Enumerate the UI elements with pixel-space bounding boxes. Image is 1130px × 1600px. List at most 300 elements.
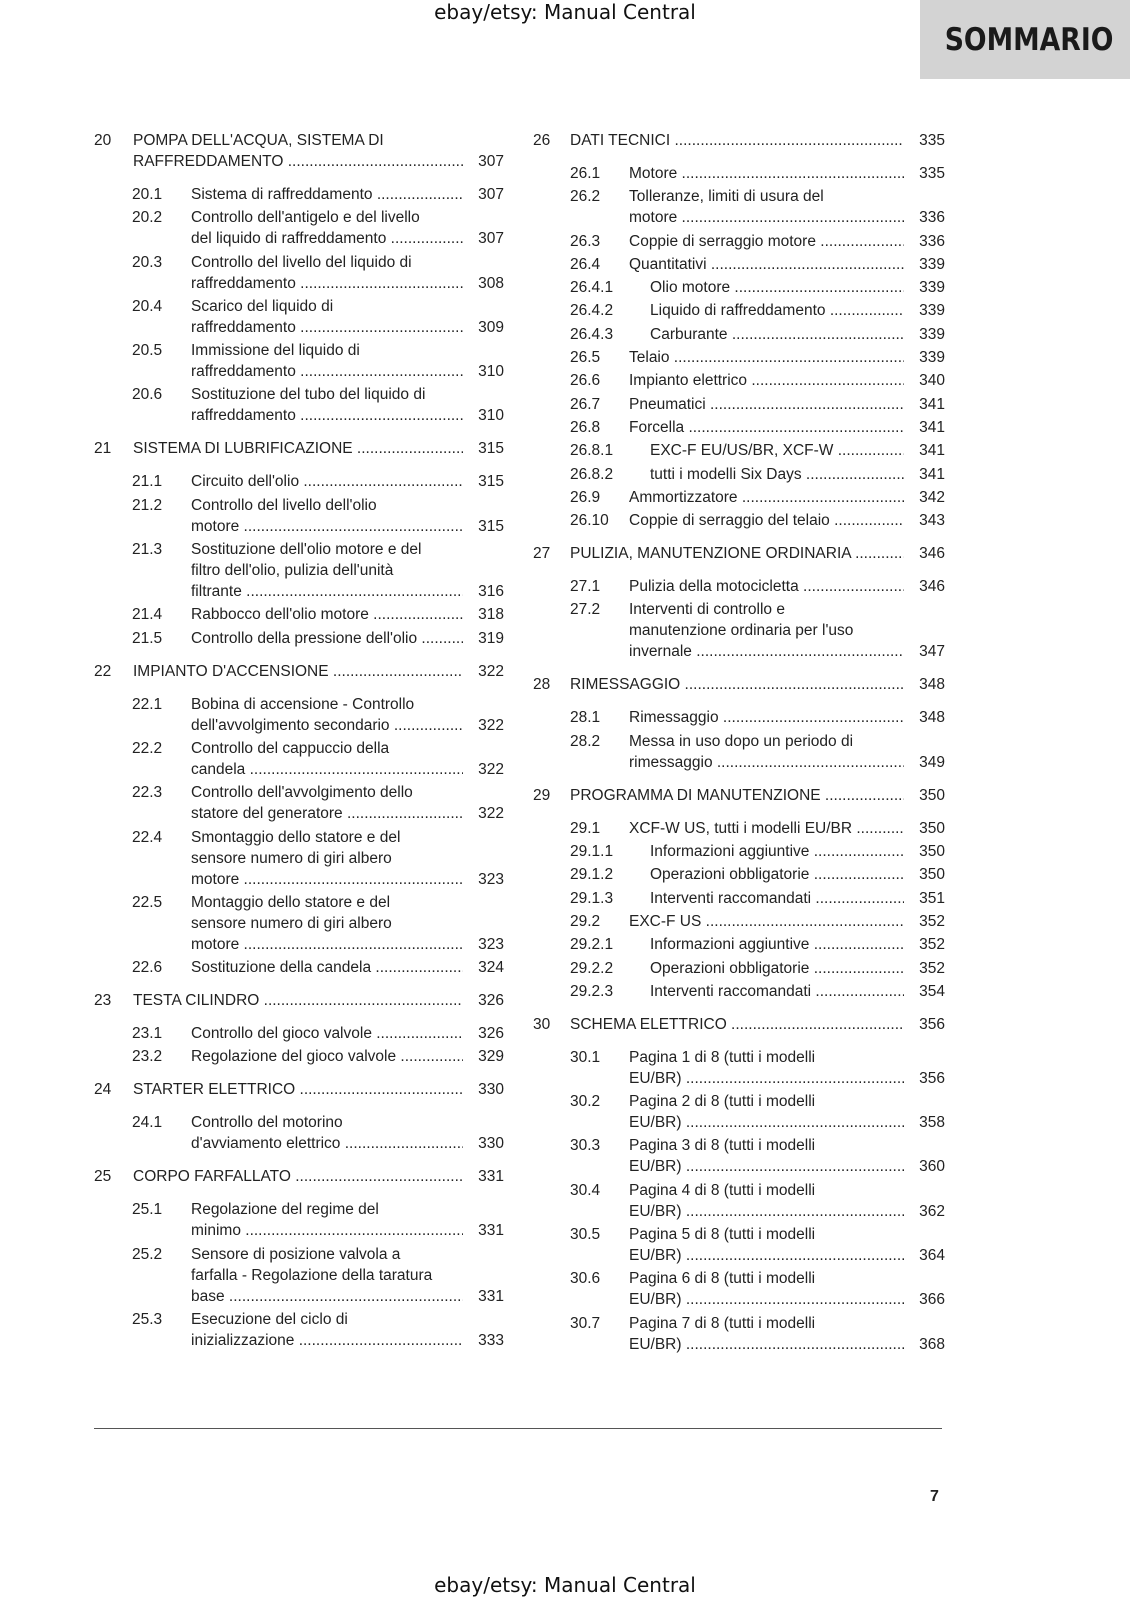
toc-entry-body: [191, 957, 504, 978]
toc-entry-line: Controllo dell'antigelo e del livello: [191, 209, 420, 227]
toc-entry-title[interactable]: motore .....: [191, 869, 463, 890]
toc-entry-title[interactable]: PROGRAMMA DI MANUTENZIONE .....: [570, 785, 904, 806]
toc-entry-page: 348: [919, 709, 945, 727]
toc-entry-body: [629, 707, 945, 728]
toc-entry-leader-line: [629, 934, 945, 955]
toc-entry-title[interactable]: Regolazione del gioco valvole .....: [191, 1046, 463, 1067]
toc-subsection-entry[interactable]: [533, 440, 945, 461]
toc-entry-body: [570, 785, 945, 806]
toc-entry-line: Pagina 3 di 8 (tutti i modelli: [629, 1137, 816, 1155]
toc-entry-number: 20.2: [132, 209, 163, 227]
toc-entry-number: 20.6: [132, 386, 163, 404]
toc-entry-title[interactable]: invernale .....: [629, 641, 904, 662]
toc-entry-leader-line: [629, 464, 945, 485]
toc-entry-title[interactable]: EU/BR) .....: [629, 1112, 904, 1133]
toc-entry-title[interactable]: EU/BR) .....: [629, 1245, 904, 1266]
toc-entry-title[interactable]: dell'avvolgimento secondario .....: [191, 715, 463, 736]
toc-subsection-entry[interactable]: [94, 738, 504, 780]
toc-subsection-entry[interactable]: [94, 1023, 504, 1044]
toc-entry-leader-line: [191, 957, 504, 978]
toc-entry-number: 26.7: [570, 395, 601, 413]
toc-subsection-entry[interactable]: [533, 254, 945, 275]
toc-entry-leader-line: [629, 864, 945, 885]
toc-entry-number: 29.2.2: [570, 959, 614, 977]
toc-entry-page: 347: [919, 643, 945, 661]
toc-section-entry[interactable]: [533, 785, 945, 806]
toc-entry-line: Pagina 1 di 8 (tutti i modelli: [629, 1048, 816, 1066]
toc-subsection-entry[interactable]: [533, 464, 945, 485]
toc-entry-title[interactable]: EU/BR) .....: [629, 1156, 904, 1177]
toc-subsection-entry[interactable]: [533, 1180, 945, 1222]
toc-entry-page: 322: [478, 662, 504, 680]
toc-entry-title[interactable]: Coppie di serraggio motore .....: [629, 231, 904, 252]
toc-entry-title[interactable]: Interventi raccomandati .....: [629, 888, 904, 909]
toc-entry-title[interactable]: Controllo della pressione dell'olio .....: [191, 628, 463, 649]
toc-entry-number: 21: [94, 440, 112, 458]
toc-entry-leader-line: [629, 1334, 945, 1355]
toc-subsection-entry[interactable]: [94, 184, 504, 205]
toc-entry-body: [191, 827, 504, 890]
toc-entry-title[interactable]: Forcella .....: [629, 417, 904, 438]
toc-entry-leader-line: [629, 1245, 945, 1266]
toc-subsection-entry[interactable]: [94, 471, 504, 492]
toc-entry-title[interactable]: Ammortizzatore .....: [629, 487, 904, 508]
toc-entry-leader-line: [191, 869, 504, 890]
toc-subsection-entry[interactable]: [94, 694, 504, 736]
toc-entry-body: [191, 296, 504, 338]
toc-entry-leader-line: [133, 990, 504, 1011]
toc-subsection-entry[interactable]: [94, 782, 504, 824]
toc-entry-number: 30.6: [570, 1270, 601, 1288]
toc-subsection-entry[interactable]: [94, 827, 504, 890]
toc-entry-title[interactable]: Sostituzione della candela .....: [191, 957, 463, 978]
toc-entry-body: [191, 892, 504, 955]
toc-entry-number: 22.6: [132, 959, 163, 977]
toc-entry-leader-line: [191, 1133, 504, 1154]
toc-entry-title[interactable]: Motore .....: [629, 163, 904, 184]
toc-entry-leader-line: [629, 1112, 945, 1133]
toc-entry-title[interactable]: RIMESSAGGIO .....: [570, 674, 904, 695]
toc-entry-line: POMPA DELL'ACQUA, SISTEMA DI: [133, 132, 384, 149]
toc-entry-number: 22.4: [132, 828, 163, 846]
toc-subsection-entry[interactable]: [533, 370, 945, 391]
toc-entry-number: 22: [94, 662, 112, 680]
toc-entry-title[interactable]: XCF-W US, tutti i modelli EU/BR .....: [629, 818, 904, 839]
toc-entry-number: 25.2: [132, 1245, 163, 1263]
toc-entry-title[interactable]: raffreddamento .....: [191, 317, 463, 338]
toc-section: [94, 1079, 504, 1154]
toc-entry-line: Controllo del livello del liquido di: [191, 253, 412, 271]
toc-entry-title[interactable]: Rimessaggio .....: [629, 707, 904, 728]
toc-entry-title[interactable]: Interventi raccomandati .....: [629, 981, 904, 1002]
toc-entry-page: 346: [919, 545, 945, 563]
toc-entry-leader-line: [191, 1330, 504, 1351]
toc-entry-leader-line: [191, 317, 504, 338]
toc-entry-page: 341: [919, 465, 945, 483]
toc-subsection-entry[interactable]: [533, 1313, 945, 1355]
toc-subsection-entry[interactable]: [94, 892, 504, 955]
toc-entry-title[interactable]: Pulizia della motocicletta .....: [629, 576, 904, 597]
toc-entry-number: 27.2: [570, 601, 601, 619]
toc-entry-number: 29: [533, 786, 551, 804]
toc-entry-title[interactable]: motore .....: [191, 516, 463, 537]
toc-entry-title[interactable]: Rabbocco dell'olio motore .....: [191, 604, 463, 625]
toc-entry-title[interactable]: EXC-F US .....: [629, 911, 904, 932]
toc-entry-leader-line: [629, 1156, 945, 1177]
toc-entry-line: Scarico del liquido di: [191, 297, 334, 315]
toc-entry-body: [629, 576, 945, 597]
toc-subsection-entry[interactable]: [533, 818, 945, 839]
toc-entry-number: 20.5: [132, 342, 163, 360]
toc-entry-title[interactable]: RAFFREDDAMENTO .....: [133, 151, 463, 172]
toc-entry-leader-line: [629, 841, 945, 862]
toc-entry-leader-line: [570, 674, 945, 695]
toc-entry-leader-line: [133, 151, 504, 172]
toc-entry-leader-line: [629, 207, 945, 228]
toc-entry-title[interactable]: Pneumatici .....: [629, 394, 904, 415]
toc-subsection-entry[interactable]: [533, 731, 945, 773]
toc-entry-title[interactable]: d'avviamento elettrico .....: [191, 1133, 463, 1154]
toc-subsection-entry[interactable]: [533, 1268, 945, 1310]
page-number: 7: [930, 1488, 939, 1505]
toc-entry-body: [629, 981, 945, 1002]
toc-entry-page: 340: [919, 372, 945, 390]
toc-subsection-entry[interactable]: [533, 324, 945, 345]
toc-entry-leader-line: [191, 471, 504, 492]
toc-entry-body: [629, 324, 945, 345]
toc-entry-title[interactable]: rimessaggio .....: [629, 752, 904, 773]
toc-entry-body: [191, 252, 504, 294]
toc-entry-title[interactable]: IMPIANTO D'ACCENSIONE .....: [133, 661, 463, 682]
toc-subsection-entry[interactable]: [94, 1112, 504, 1154]
toc-entry-body: [629, 464, 945, 485]
toc-subsection-entry[interactable]: [533, 487, 945, 508]
toc-entry-body: [629, 1313, 945, 1355]
toc-entry-title[interactable]: SISTEMA DI LUBRIFICAZIONE .....: [133, 438, 463, 459]
toc-entry-title[interactable]: CORPO FARFALLATO .....: [133, 1166, 463, 1187]
toc-entry-page: 336: [919, 232, 945, 250]
toc-entry-title[interactable]: SCHEMA ELETTRICO .....: [570, 1014, 904, 1035]
toc-entry-body: [191, 1244, 504, 1307]
toc-subsection-entry[interactable]: [533, 277, 945, 298]
toc-entry-number: 23.2: [132, 1048, 163, 1066]
toc-entry-body: [191, 340, 504, 382]
toc-entry-line: Pagina 5 di 8 (tutti i modelli: [629, 1226, 816, 1244]
toc-entry-body: [629, 417, 945, 438]
toc-subsection-entry[interactable]: [94, 539, 504, 602]
toc-subsection-entry[interactable]: [94, 1309, 504, 1351]
toc-entry-leader-line: [133, 438, 504, 459]
toc-entry-leader-line: [629, 958, 945, 979]
toc-subsection-entry[interactable]: [94, 604, 504, 625]
toc-subsection-entry[interactable]: [533, 347, 945, 368]
toc-entry-leader-line: [629, 487, 945, 508]
toc-entry-title[interactable]: EU/BR) .....: [629, 1334, 904, 1355]
toc-entry-body: [629, 911, 945, 932]
toc-entry-body: [570, 674, 945, 695]
toc-entry-title[interactable]: Impianto elettrico .....: [629, 370, 904, 391]
toc-entry-leader-line: [629, 707, 945, 728]
toc-entry-body: [191, 604, 504, 625]
toc-section: [94, 438, 504, 648]
toc-subsection-entry[interactable]: [94, 340, 504, 382]
toc-subsection-entry[interactable]: [94, 495, 504, 537]
toc-entry-number: 23.1: [132, 1025, 163, 1043]
toc-entry-page: 310: [478, 363, 504, 381]
toc-entry-page: 333: [478, 1332, 504, 1350]
toc-entry-title[interactable]: del liquido di raffreddamento .....: [191, 228, 463, 249]
toc-subsection-entry[interactable]: [533, 707, 945, 728]
footer-divider: [94, 1428, 942, 1429]
toc-entry-line: Messa in uso dopo un periodo di: [629, 732, 854, 750]
toc-entry-title[interactable]: tutti i modelli Six Days .....: [629, 464, 904, 485]
toc-section-entry[interactable]: [94, 1166, 504, 1187]
toc-entry-line: manutenzione ordinaria per l'uso: [629, 622, 854, 640]
toc-entry-leader-line: [629, 510, 945, 531]
toc-subsection-entry[interactable]: [533, 394, 945, 415]
toc-entry-title[interactable]: Circuito dell'olio .....: [191, 471, 463, 492]
toc-entry-body: [191, 1309, 504, 1351]
toc-subsection-entry[interactable]: [533, 186, 945, 228]
toc-subsection-entry[interactable]: [533, 1135, 945, 1177]
toc-entry-leader-line: [191, 759, 504, 780]
toc-entry-number: 29.2.3: [570, 982, 614, 1000]
toc-entry-body: [133, 990, 504, 1011]
toc-entry-page: 331: [478, 1287, 504, 1305]
toc-entry-leader-line: [629, 1068, 945, 1089]
toc-subsection-entry[interactable]: [533, 911, 945, 932]
toc-entry-line: sensore numero di giri albero: [191, 914, 392, 932]
toc-subsection-entry[interactable]: [533, 1091, 945, 1133]
toc-subsection-entry[interactable]: [533, 1224, 945, 1266]
toc-subsection-entry[interactable]: [533, 599, 945, 662]
toc-entry-line: Pagina 6 di 8 (tutti i modelli: [629, 1270, 816, 1288]
toc-entry-title[interactable]: minimo .....: [191, 1220, 463, 1241]
toc-entry-title[interactable]: Quantitativi .....: [629, 254, 904, 275]
toc-entry-body: [629, 300, 945, 321]
toc-entry-number: 28: [533, 676, 551, 694]
toc-subsection-entry[interactable]: [94, 384, 504, 426]
toc-section-entry[interactable]: [533, 1014, 945, 1035]
toc-subsection-entry[interactable]: [533, 888, 945, 909]
toc-subsection-entry[interactable]: [94, 1244, 504, 1307]
toc-entry-page: 323: [478, 935, 504, 953]
toc-entry-title[interactable]: Informazioni aggiuntive .....: [629, 841, 904, 862]
toc-entry-body: [629, 394, 945, 415]
toc-entry-title[interactable]: Operazioni obbligatorie .....: [629, 864, 904, 885]
toc-entry-leader-line: [191, 803, 504, 824]
toc-entry-number: 30.2: [570, 1093, 601, 1111]
toc-subsection-entry[interactable]: [94, 207, 504, 249]
toc-subsection-entry[interactable]: [533, 576, 945, 597]
toc-entry-title[interactable]: Carburante .....: [629, 324, 904, 345]
toc-entry-leader-line: [191, 934, 504, 955]
toc-entry-title[interactable]: STARTER ELETTRICO .....: [133, 1079, 463, 1100]
toc-entry-leader-line: [191, 228, 504, 249]
toc-entry-number: 30.5: [570, 1226, 601, 1244]
toc-entry-page: 307: [478, 153, 504, 170]
toc-entry-page: 341: [919, 418, 945, 436]
toc-entry-number: 24: [94, 1081, 112, 1099]
toc-section: [94, 990, 504, 1067]
toc-entry-title[interactable]: motore .....: [629, 207, 904, 228]
toc-subsection-entry[interactable]: [94, 296, 504, 338]
toc-entry-body: [191, 207, 504, 249]
toc-entry-title[interactable]: motore .....: [191, 934, 463, 955]
toc-entry-line: Pagina 7 di 8 (tutti i modelli: [629, 1314, 816, 1332]
toc-section-entry[interactable]: [94, 661, 504, 682]
toc-section-entry[interactable]: [533, 674, 945, 695]
toc-entry-page: 341: [919, 442, 945, 460]
toc-entry-page: 356: [919, 1015, 945, 1033]
toc-subsection-entry[interactable]: [533, 981, 945, 1002]
toc-entry-number: 28.2: [570, 732, 601, 750]
toc-entry-leader-line: [570, 130, 945, 151]
watermark-top: ebay/etsy: Manual Central: [434, 0, 696, 24]
toc-entry-page: 315: [478, 517, 504, 535]
toc-entry-title[interactable]: raffreddamento .....: [191, 361, 463, 382]
toc-entry-title[interactable]: inizializzazione .....: [191, 1330, 463, 1351]
toc-entry-leader-line: [570, 785, 945, 806]
toc-entry-body: [570, 1014, 945, 1035]
toc-entry-page: 319: [478, 629, 504, 647]
toc-entry-number: 20: [94, 132, 112, 149]
toc-entry-page: 331: [478, 1168, 504, 1186]
toc-subsection-entry[interactable]: [533, 864, 945, 885]
toc-entry-leader-line: [629, 417, 945, 438]
toc-entry-number: 25.3: [132, 1311, 163, 1329]
toc-section: [94, 130, 504, 426]
toc-entry-body: [629, 1180, 945, 1222]
toc-entry-body: [191, 539, 504, 602]
toc-subsection-entry[interactable]: [94, 252, 504, 294]
toc-subsection-entry[interactable]: [94, 628, 504, 649]
toc-entry-line: Pagina 4 di 8 (tutti i modelli: [629, 1181, 816, 1199]
toc-subsection-entry[interactable]: [533, 300, 945, 321]
toc-section-entry[interactable]: [533, 543, 945, 564]
toc-entry-number: 29.2.1: [570, 936, 614, 954]
watermark-bottom: ebay/etsy: Manual Central: [434, 1573, 696, 1597]
toc-entry-number: 30.4: [570, 1181, 601, 1199]
toc-entry-title[interactable]: EU/BR) .....: [629, 1289, 904, 1310]
toc-entry-title[interactable]: Informazioni aggiuntive .....: [629, 934, 904, 955]
toc-entry-line: Esecuzione del ciclo di: [191, 1311, 348, 1329]
toc-entry-page: 322: [478, 716, 504, 734]
toc-entry-page: 346: [919, 578, 945, 596]
toc-entry-line: Montaggio dello statore e del: [191, 893, 391, 911]
toc-entry-title[interactable]: Coppie di serraggio del telaio .....: [629, 510, 904, 531]
toc-subsection-entry[interactable]: [533, 958, 945, 979]
toc-entry-body: [629, 958, 945, 979]
toc-entry-title[interactable]: base .....: [191, 1286, 463, 1307]
toc-entry-number: 22.3: [132, 784, 163, 802]
toc-entry-page: 351: [919, 889, 945, 907]
toc-subsection-entry[interactable]: [533, 934, 945, 955]
toc-entry-leader-line: [629, 911, 945, 932]
toc-subsection-entry[interactable]: [94, 957, 504, 978]
section-title: SOMMARIO: [944, 21, 1114, 58]
toc-entry-title[interactable]: PULIZIA, MANUTENZIONE ORDINARIA .....: [570, 543, 904, 564]
toc-entry-body: [629, 1135, 945, 1177]
toc-entry-title[interactable]: Operazioni obbligatorie .....: [629, 958, 904, 979]
toc-column-right: [533, 130, 945, 1367]
toc-entry-leader-line: [629, 231, 945, 252]
toc-entry-title[interactable]: TESTA CILINDRO .....: [133, 990, 463, 1011]
toc-entry-page: 339: [919, 302, 945, 320]
toc-entry-title[interactable]: EU/BR) .....: [629, 1201, 904, 1222]
toc-entry-line: sensore numero di giri albero: [191, 849, 392, 867]
toc-subsection-entry[interactable]: [94, 1199, 504, 1241]
toc-entry-leader-line: [629, 277, 945, 298]
toc-entry-leader-line: [570, 543, 945, 564]
toc-entry-leader-line: [629, 1201, 945, 1222]
toc-entry-body: [629, 731, 945, 773]
toc-entry-title[interactable]: Liquido di raffreddamento .....: [629, 300, 904, 321]
toc-entry-page: 343: [919, 512, 945, 530]
toc-entry-title[interactable]: candela .....: [191, 759, 463, 780]
toc-entry-leader-line: [191, 361, 504, 382]
toc-entry-title[interactable]: EXC-F EU/US/BR, XCF-W .....: [629, 440, 904, 461]
toc-section: [533, 543, 945, 662]
toc-entry-leader-line: [191, 604, 504, 625]
toc-entry-title[interactable]: Controllo del gioco valvole .....: [191, 1023, 463, 1044]
toc-entry-title[interactable]: raffreddamento .....: [191, 273, 463, 294]
toc-entry-title[interactable]: filtrante .....: [191, 581, 463, 602]
toc-entry-body: [191, 694, 504, 736]
toc-entry-leader-line: [191, 715, 504, 736]
toc-section-entry[interactable]: [94, 990, 504, 1011]
toc-entry-body: [629, 841, 945, 862]
toc-entry-number: 30.7: [570, 1314, 601, 1332]
toc-entry-page: 350: [919, 843, 945, 861]
toc-section-entry[interactable]: [94, 438, 504, 459]
toc-entry-title[interactable]: Olio motore .....: [629, 277, 904, 298]
toc-entry-page: 336: [919, 209, 945, 227]
toc-subsection-entry[interactable]: [533, 1047, 945, 1089]
toc-entry-title[interactable]: raffreddamento .....: [191, 405, 463, 426]
toc-section-entry[interactable]: [94, 130, 504, 172]
toc-section-entry[interactable]: [94, 1079, 504, 1100]
toc-entry-leader-line: [133, 661, 504, 682]
toc-section: [94, 1166, 504, 1351]
toc-entry-title[interactable]: EU/BR) .....: [629, 1068, 904, 1089]
toc-entry-leader-line: [570, 1014, 945, 1035]
toc-section-entry[interactable]: [533, 130, 945, 151]
toc-entry-body: [570, 130, 945, 151]
toc-entry-title[interactable]: DATI TECNICI .....: [570, 130, 904, 151]
toc-entry-page: 360: [919, 1158, 945, 1176]
toc-entry-number: 26.9: [570, 488, 601, 506]
toc-entry-page: 349: [919, 753, 945, 771]
toc-subsection-entry[interactable]: [533, 417, 945, 438]
toc-entry-leader-line: [629, 440, 945, 461]
toc-subsection-entry[interactable]: [533, 841, 945, 862]
toc-subsection-entry[interactable]: [94, 1046, 504, 1067]
toc-entry-body: [629, 277, 945, 298]
toc-entry-number: 26.2: [570, 188, 601, 206]
toc-entry-title[interactable]: Sistema di raffreddamento .....: [191, 184, 463, 205]
toc-subsection-entry[interactable]: [533, 231, 945, 252]
toc-entry-number: 25: [94, 1168, 112, 1186]
toc-entry-number: 26.8.1: [570, 442, 614, 460]
toc-entry-number: 26.4.3: [570, 325, 614, 343]
toc-entry-title[interactable]: Telaio .....: [629, 347, 904, 368]
toc-subsection-entry[interactable]: [533, 510, 945, 531]
toc-entry-page: 330: [478, 1135, 504, 1153]
toc-entry-title[interactable]: statore del generatore .....: [191, 803, 463, 824]
toc-entry-leader-line: [629, 641, 945, 662]
toc-subsection-entry[interactable]: [533, 163, 945, 184]
